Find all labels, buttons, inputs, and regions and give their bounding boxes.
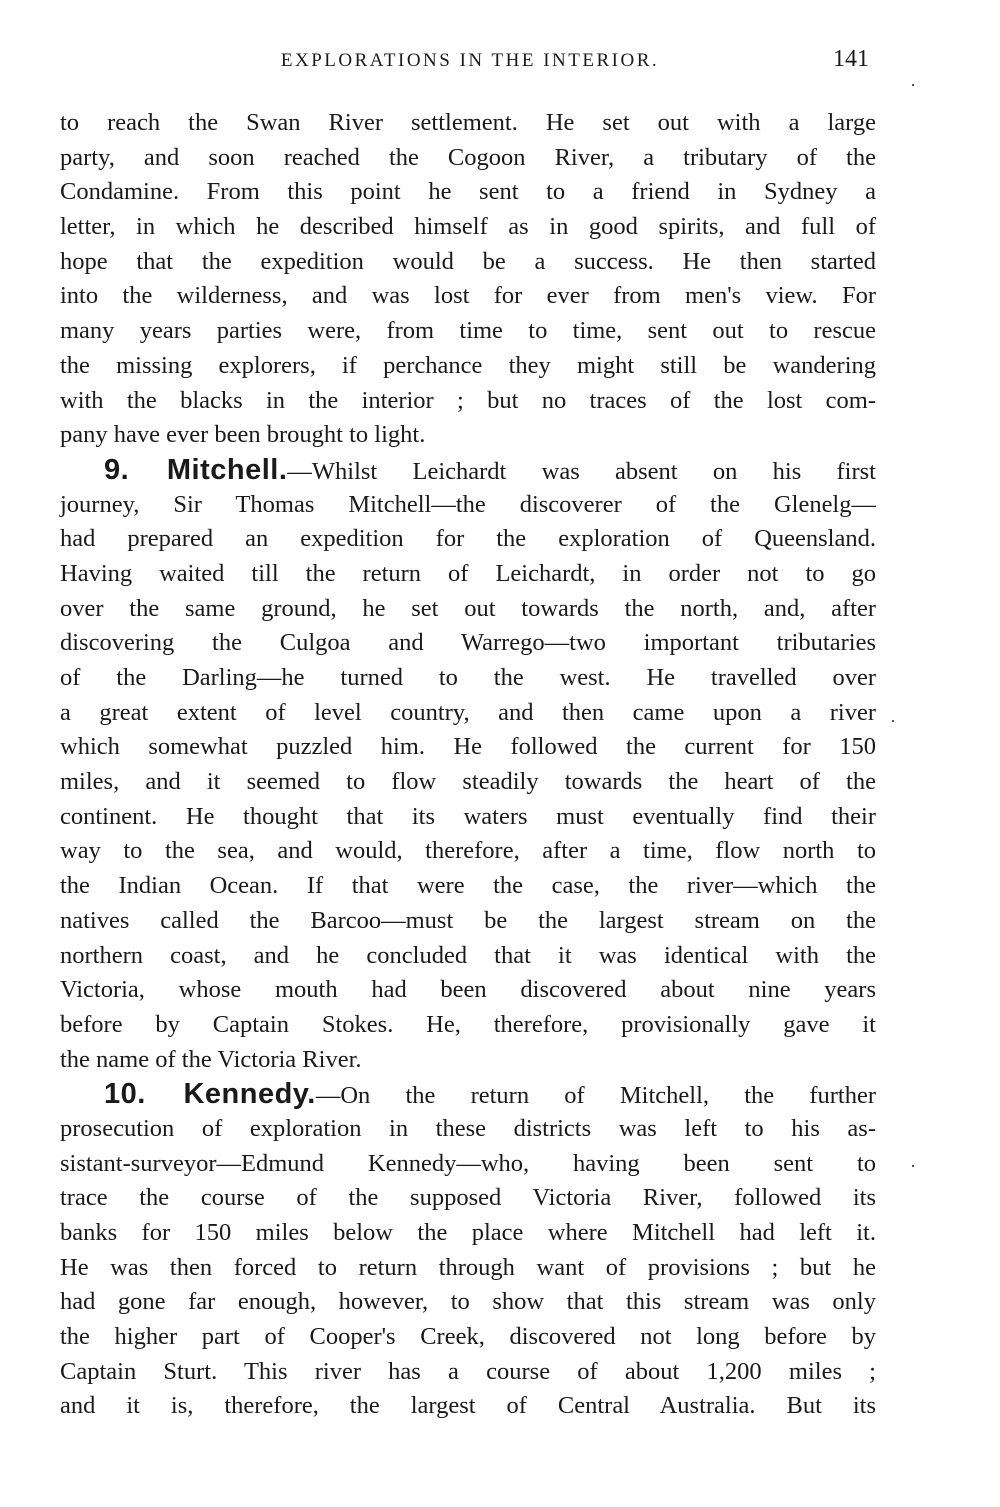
text-line: with the blacks in the interior ; but no traces of the lost com-: [60, 386, 876, 414]
text-line: before by Captain Stokes. He, therefore, provisionally gave it: [60, 1010, 876, 1038]
text-line: of the Darling—he turned to the west. He travelled over: [60, 664, 876, 691]
page-number: 141: [833, 46, 869, 72]
text-line: sistant-surveyor—Edmund Kennedy—who, having been sent to: [60, 1149, 876, 1177]
text-line: into the wilderness, and was lost for ever from men's view. For: [60, 282, 876, 310]
text-line: and it is, therefore, the largest of Central Australia. But its: [60, 1392, 876, 1420]
scan-speck: [912, 1165, 914, 1167]
text-line: prosecution of exploration in these districts was left to his as-: [60, 1114, 876, 1142]
text-line: letter, in which he described himself as in good spirits, and full of: [60, 213, 876, 241]
text-line: northern coast, and he concluded that it was identical with the: [60, 941, 876, 969]
text-line: had gone far enough, however, to show that this stream was only: [60, 1288, 876, 1316]
scan-speck: [892, 720, 894, 722]
section-heading-kennedy: 10. Kennedy.: [104, 1078, 316, 1111]
text-line: He was then forced to return through want of provisions ; but he: [60, 1253, 876, 1281]
text-line: Having waited till the return of Leichardt, in order not to go: [60, 559, 876, 587]
text-line: Victoria, whose mouth had been discovered about nine years: [60, 976, 876, 1004]
text-line: banks for 150 miles below the place where Mitchell had left it.: [60, 1219, 876, 1246]
text-line: Condamine. From this point he sent to a friend in Sydney a: [60, 178, 876, 206]
text-line: to reach the Swan River settlement. He set out with a large: [60, 109, 876, 136]
text-line: discovering the Culgoa and Warrego—two important tributaries: [60, 629, 876, 657]
text-line: a great extent of level country, and then came upon a river: [60, 698, 876, 726]
text-line: Captain Sturt. This river has a course of about 1,200 miles ;: [60, 1357, 876, 1385]
running-head: EXPLORATIONS IN THE INTERIOR.: [280, 50, 660, 71]
text-line: the higher part of Cooper's Creek, discovered not long before by: [60, 1323, 876, 1351]
text-line: trace the course of the supposed Victoria River, followed its: [60, 1184, 876, 1212]
text-line: pany have ever been brought to light.: [60, 421, 426, 449]
text-line: hope that the expedition would be a success. He then started: [60, 247, 876, 275]
section-heading-mitchell: 9. Mitchell.: [104, 453, 288, 486]
text-line: continent. He thought that its waters must eventually find their: [60, 802, 876, 830]
paragraph-first-line: [60, 453, 876, 488]
body-text: [60, 106, 876, 1424]
text-line: the name of the Victoria River.: [60, 1045, 362, 1073]
text-line: over the same ground, he set out towards the north, and, after: [60, 594, 876, 622]
text-run: —Whilst Leichardt was absent on his first: [287, 457, 876, 485]
text-line: had prepared an expedition for the exploration of Queensland.: [60, 525, 876, 553]
text-line: way to the sea, and would, therefore, after a time, flow north to: [60, 837, 876, 865]
scan-speck: [912, 84, 914, 86]
text-line: the missing explorers, if perchance they might still be wandering: [60, 351, 876, 379]
text-line: the Indian Ocean. If that were the case, the river—which the: [60, 872, 876, 900]
text-line: natives called the Barcoo—must be the largest stream on the: [60, 906, 876, 934]
text-line: many years parties were, from time to time, sent out to rescue: [60, 317, 876, 345]
text-line: miles, and it seemed to flow steadily towards the heart of the: [60, 768, 876, 796]
text-line: journey, Sir Thomas Mitchell—the discoverer of the Glenelg—: [60, 490, 876, 518]
text-line: which somewhat puzzled him. He followed the current for 150: [60, 733, 876, 761]
paragraph-first-line: [60, 1077, 876, 1112]
text-run: —On the return of Mitchell, the further: [315, 1082, 876, 1110]
text-line: party, and soon reached the Cogoon River, a tributary of the: [60, 143, 876, 171]
